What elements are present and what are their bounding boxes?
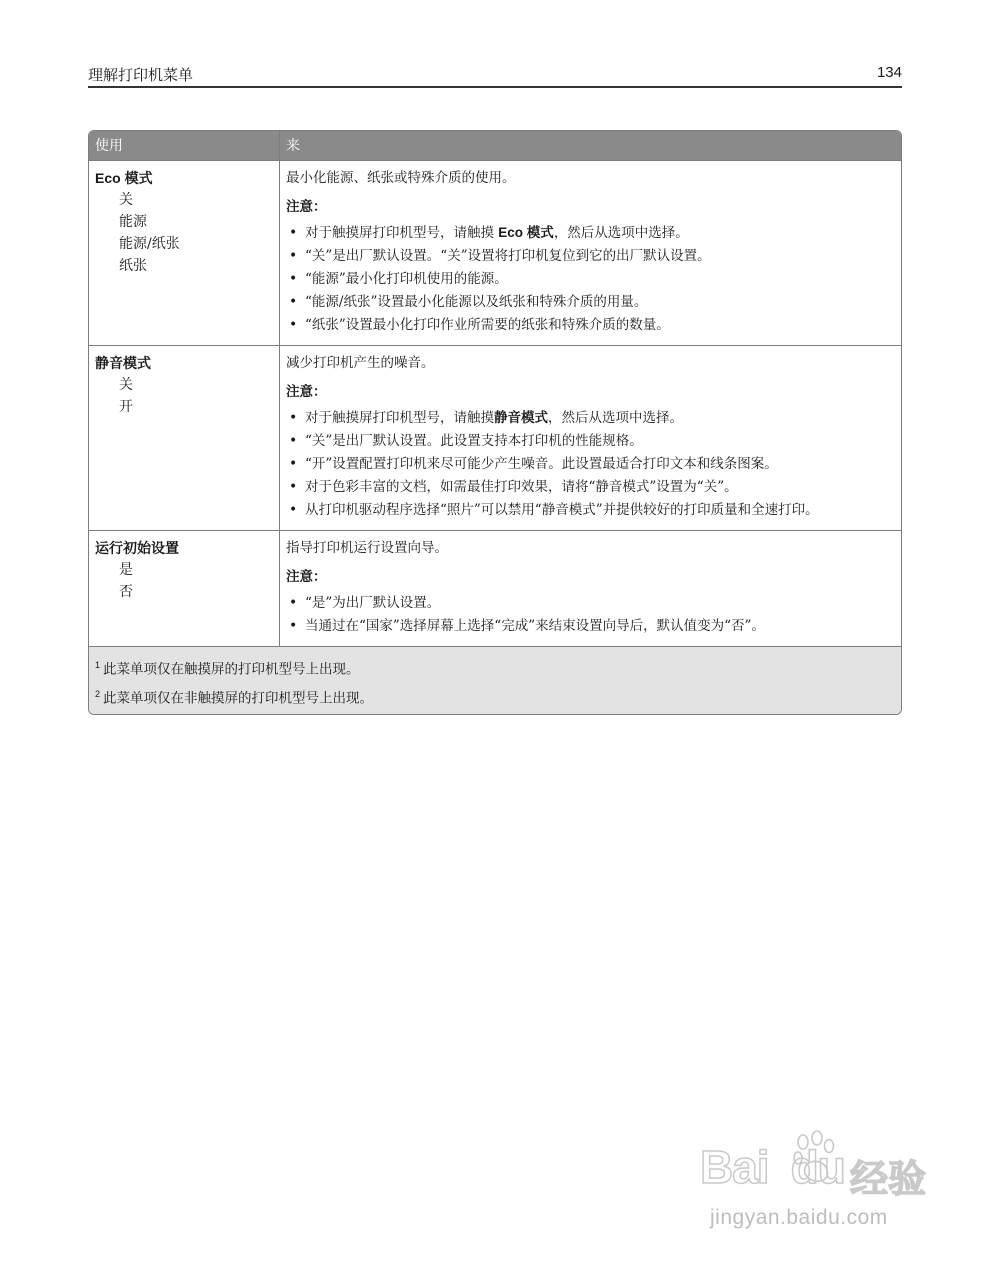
setting-name: 运行初始设置 bbox=[95, 540, 179, 556]
setting-cell bbox=[89, 346, 280, 530]
note-list bbox=[286, 594, 893, 635]
table-row bbox=[89, 160, 901, 345]
setting-name: Eco 模式 bbox=[95, 170, 153, 186]
note-label: 注意： bbox=[286, 199, 327, 215]
setting-name: 静音模式 bbox=[95, 355, 151, 371]
setting-cell bbox=[89, 531, 280, 646]
description-cell bbox=[280, 161, 901, 345]
setting-option: 是 bbox=[119, 562, 133, 578]
note-label: 注意： bbox=[286, 384, 327, 400]
setting-option: 纸张 bbox=[119, 258, 147, 274]
note-item: • 从打印机驱动程序选择“照片”可以禁用“静音模式”并提供较好的打印质量和全速打印。 bbox=[286, 501, 893, 519]
description-cell bbox=[280, 531, 901, 646]
setting-cell bbox=[89, 161, 280, 345]
note-item: • 对于触摸屏打印机型号，请触摸 Eco 模式，然后从选项中选择。 bbox=[286, 224, 893, 242]
setting-option: 关 bbox=[119, 192, 133, 208]
footnote: $^2$ 此菜单项仅在非触摸屏的打印机型号上出现。 bbox=[95, 688, 374, 706]
note-item: • “关”是出厂默认设置。“关”设置将打印机复位到它的出厂默认设置。 bbox=[286, 247, 893, 265]
paw-icon bbox=[793, 1130, 837, 1190]
setting-description: 最小化能源、纸张或特殊介质的使用。 bbox=[286, 170, 516, 186]
note-item: • 对于触摸屏打印机型号，请触摸静音模式，然后从选项中选择。 bbox=[286, 409, 893, 427]
baidu-jingyan-watermark bbox=[700, 1130, 940, 1250]
note-item: • “纸张”设置最小化打印作业所需要的纸张和特殊介质的数量。 bbox=[286, 316, 893, 334]
setting-option: 能源/纸张 bbox=[119, 236, 180, 252]
note-item: • “能源”最小化打印机使用的能源。 bbox=[286, 270, 893, 288]
table-row bbox=[89, 345, 901, 530]
setting-description: 减少打印机产生的噪音。 bbox=[286, 355, 435, 371]
description-cell bbox=[280, 346, 901, 530]
menu-table bbox=[88, 130, 902, 715]
note-item: • “开”设置配置打印机来尽可能少产生噪音。此设置最适合打印文本和线条图案。 bbox=[286, 455, 893, 473]
note-item: • “关”是出厂默认设置。此设置支持本打印机的性能规格。 bbox=[286, 432, 893, 450]
note-item: • “能源/纸张”设置最小化能源以及纸张和特殊介质的用量。 bbox=[286, 293, 893, 311]
footnote: $^1$ 此菜单项仅在触摸屏的打印机型号上出现。 bbox=[95, 660, 360, 678]
table-row bbox=[89, 530, 901, 646]
setting-option: 否 bbox=[119, 584, 133, 600]
table-footnotes bbox=[89, 646, 901, 714]
setting-option: 关 bbox=[119, 377, 133, 393]
setting-description: 指导打印机运行设置向导。 bbox=[286, 540, 448, 556]
watermark-brand: Bai du bbox=[700, 1141, 845, 1193]
page-title: 理解打印机菜单 bbox=[88, 66, 194, 84]
note-label: 注意： bbox=[286, 569, 327, 585]
page-number: 134 bbox=[876, 64, 902, 81]
column-header-purpose: 来 bbox=[286, 137, 300, 153]
setting-option: 能源 bbox=[119, 214, 147, 230]
note-list bbox=[286, 409, 893, 519]
setting-option: 开 bbox=[119, 399, 133, 415]
table-header bbox=[89, 131, 901, 160]
note-item: • 当通过在“国家”选择屏幕上选择“完成”来结束设置向导后，默认值变为“否”。 bbox=[286, 617, 893, 635]
column-header-use: 使用 bbox=[89, 131, 280, 160]
watermark-url: jingyan.baidu.com bbox=[710, 1206, 888, 1229]
note-list bbox=[286, 224, 893, 334]
note-item: • 对于色彩丰富的文档，如需最佳打印效果，请将“静音模式”设置为“关”。 bbox=[286, 478, 893, 496]
page-header bbox=[88, 64, 902, 88]
watermark-product: 经验 bbox=[850, 1156, 927, 1201]
note-item: • “是”为出厂默认设置。 bbox=[286, 594, 893, 612]
